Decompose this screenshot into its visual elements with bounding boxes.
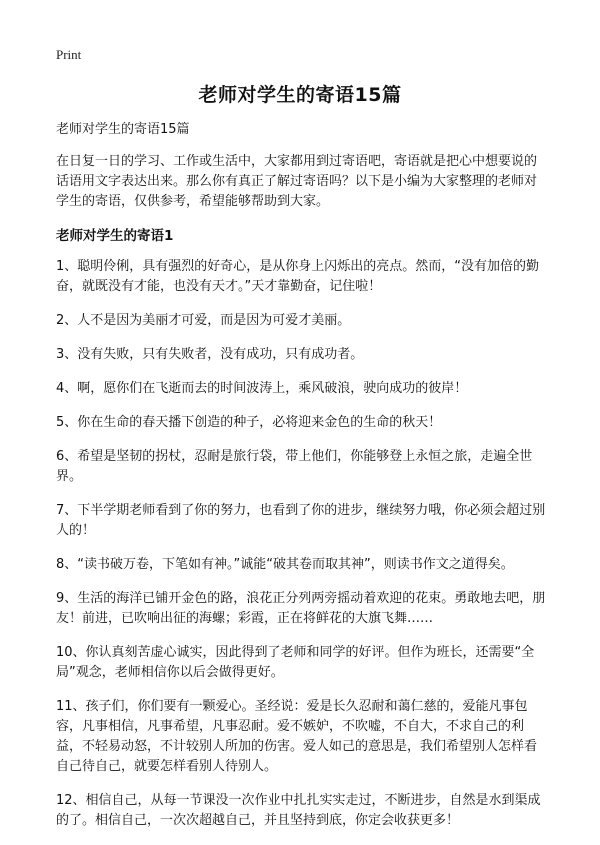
- print-link[interactable]: Print: [56, 47, 82, 62]
- list-item: 11、孩子们，你们要有一颗爱心。圣经说：爱是长久忍耐和蔼仁慈的，爱能凡事包容，凡事相信，凡事希望，凡事忍耐。爱不嫉妒，不吹嘘，不自大，不求自己的利益，不轻易动怒，不计较别人所加的伤害。爱人如己的意思是，我们希望别人怎样看自己待自己，就要怎样看别人待别人。: [56, 699, 538, 774]
- article-body: [56, 120, 548, 845]
- list-item: 3、没有失败，只有失败者，没有成功，只有成功者。: [56, 347, 364, 362]
- list-item: 5、你在生命的春天播下创造的种子，必将迎来金色的生命的秋天！: [56, 415, 442, 430]
- list-item: 9、生活的海洋已铺开金色的路，浪花正分列两旁摇动着欢迎的花束。勇敢地去吧，朋友！前进，已吹响出征的海螺；彩霞，正在将鲜花的大旗飞舞……: [56, 591, 546, 626]
- intro-paragraph: 在日复一日的学习、工作或生活中，大家都用到过寄语吧，寄语就是把心中想要说的话语用文字表达出来。那么你有真正了解过寄语吗？以下是小编为大家整理的老师对学生的寄语，仅供参考，希望能够帮助到大家。: [56, 154, 538, 209]
- list-item: 7、下半学期老师看到了你的努力，也看到了你的进步，继续努力哦，你必须会超过别人的！: [56, 503, 546, 538]
- list-item: 4、啊，愿你们在飞逝而去的时间波涛上，乘风破浪，驶向成功的彼岸！: [56, 381, 468, 396]
- list-item: 2、人不是因为美丽才可爱，而是因为可爱才美丽。: [56, 313, 351, 328]
- subtitle: 老师对学生的寄语15篇: [56, 122, 190, 137]
- list-item: 6、希望是坚韧的拐杖，忍耐是旅行袋，带上他们，你能够登上永恒之旅，走遍全世界。: [56, 449, 533, 484]
- page-title: 老师对学生的寄语15篇: [198, 84, 402, 106]
- list-item: 10、你认真刻苦虚心诚实，因此得到了老师和同学的好评。但作为班长，还需要“全局”观念，老师相信你以后会做得更好。: [56, 645, 535, 680]
- section-heading: 老师对学生的寄语1: [56, 228, 174, 244]
- list-item: 12、相信自己，从每一节课没一次作业中扎扎实实走过，不断进步，自然是水到渠成的了。相信自己，一次次超越自己，并且坚持到底，你定会收获更多！: [56, 793, 541, 828]
- list-item: 1、聪明伶俐，具有强烈的好奇心，是从你身上闪烁出的亮点。然而，“没有加倍的勤奋，就既没有才能，也没有天才。”天才靠勤奋，记住啦！: [56, 259, 540, 294]
- list-item: 8、“读书破万卷，下笔如有神。”诚能“破其卷而取其神”，则读书作文之道得矣。: [56, 557, 514, 572]
